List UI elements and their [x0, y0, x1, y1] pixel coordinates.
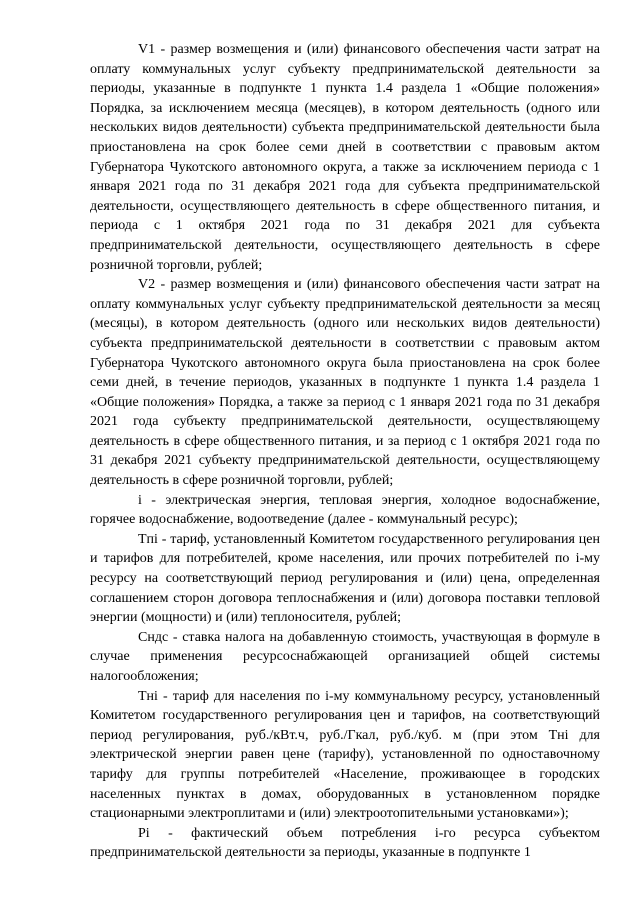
paragraph-i-definition: i - электрическая энергия, тепловая энергия, холодное водоснабжение, горячее водоснабжение, водоотведение (далее - коммунальный ресурс);	[90, 492, 600, 528]
paragraph-v1-definition: V1 - размер возмещения и (или) финансового обеспечения части затрат на оплату коммунальных услуг субъекту предпринимательской деятельности за периоды, указанные в подпункте 1 пункта 1.4 раздела 1 «Общие положения» Порядка, за исключением месяца (месяцев), в котором деятельность (одного или нескольких видов деятельности) субъекта предпринимательской деятельности была приостановлена на срок более семи дней в соответствии с правовым актом Губернатора Чукотского автономного округа, а также за исключением периода с 1 января 2021 года по 31 декабря 2021 года для субъекта предпринимательской деятельности, осуществляющего деятельность в сфере общественного питания, и периода с 1 октября 2021 года по 31 декабря 2021 для субъекта предпринимательской деятельности, осуществляющего деятельность в сфере розничной торговли, рублей;	[90, 42, 600, 273]
paragraph-pi-definition: Pi - фактический объем потребления i-го ресурса субъектом предпринимательской деятельности за периоды, указанные в подпункте 1	[90, 825, 600, 861]
paragraph-tpi-definition: Tпi - тариф, установленный Комитетом государственного регулирования цен и тарифов для потребителей, кроме населения, или прочих потребителей по i-му ресурсу на соответствующий период регулирования и (или) цена, определенная соглашением сторон договора теплоснабжения и (или) договора поставки тепловой энергии (мощности) и (или) теплоносителя, рублей;	[90, 531, 600, 626]
paragraph-tni-definition: Tнi - тариф для населения по i-му коммунальному ресурсу, установленный Комитетом государственного регулирования цен и тарифов, на соответствующий период регулирования, руб./кВт.ч, руб./Гкал, руб./куб. м (при этом Tнi для электрической энергии равен цене (тарифу), установленной по одноставочному тарифу для группы потребителей «Население, проживающее в городских населенных пунктах в домах, оборудованных в установленном порядке стационарными электроплитами и (или) электроотопительными установками»);	[90, 688, 600, 822]
document-page	[90, 40, 600, 863]
paragraph-cnds-definition: Cндс - ставка налога на добавленную стоимость, участвующая в формуле в случае применения ресурсоснабжающей организацией общей системы налогообложения;	[90, 629, 600, 684]
paragraph-v2-definition: V2 - размер возмещения и (или) финансового обеспечения части затрат на оплату коммунальных услуг субъекту предпринимательской деятельности за месяц (месяцы), в котором деятельность (одного или нескольких видов деятельности) субъекта предпринимательской деятельности в соответствии с правовым актом Губернатора Чукотского автономного округа была приостановлена на срок более семи дней, в течение периодов, указанных в подпункте 1 пункта 1.4 раздела 1 «Общие положения» Порядка, а также за период с 1 января 2021 года по 31 декабря 2021 года субъекту предпринимательской деятельности, осуществляющему деятельность в сфере общественного питания, и за период с 1 октября 2021 года по 31 декабря 2021 субъекту предпринимательской деятельности, осуществляющему деятельность в сфере розничной торговли, рублей;	[90, 277, 600, 489]
